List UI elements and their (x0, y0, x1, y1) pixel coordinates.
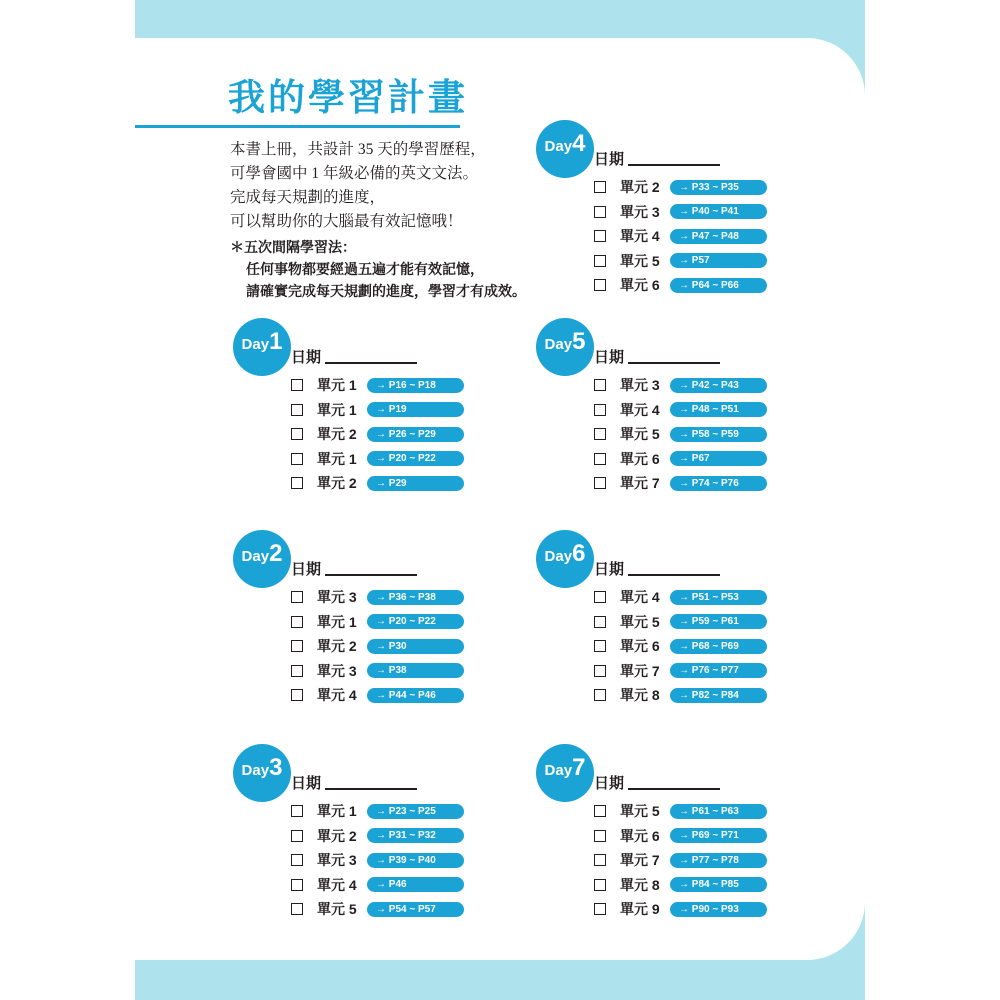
unit-label: 單元 3 (317, 589, 357, 606)
task-row (594, 249, 767, 274)
unit-label: 單元 1 (317, 613, 357, 630)
date-label: 日期 (594, 349, 625, 366)
unit-label: 單元 6 (620, 450, 660, 467)
intro-line: 可以幫助你的大腦最有效記憶哦！ (230, 213, 463, 230)
unit-label: 單元 2 (317, 426, 357, 443)
checkbox[interactable] (594, 404, 606, 416)
day-badge (536, 530, 594, 588)
day-badge (233, 318, 291, 376)
page-title: 我的學習計畫 (228, 77, 468, 118)
task-row (594, 175, 767, 200)
page-range-badge: → P20 ~ P22 (367, 614, 464, 629)
checkbox[interactable] (594, 689, 606, 701)
task-row (594, 799, 767, 824)
unit-label: 單元 4 (620, 228, 660, 245)
unit-label: 單元 5 (317, 901, 357, 918)
unit-label: 單元 2 (317, 475, 357, 492)
unit-label: 單元 6 (620, 827, 660, 844)
checkbox[interactable] (594, 805, 606, 817)
checkbox[interactable] (291, 477, 303, 489)
page-range-badge: → P90 ~ P93 (670, 902, 767, 917)
unit-label: 單元 2 (620, 179, 660, 196)
task-row (594, 585, 767, 610)
task-row (291, 471, 464, 496)
day-badge (536, 120, 594, 178)
checkbox[interactable] (291, 428, 303, 440)
checkbox[interactable] (594, 665, 606, 677)
checkbox[interactable] (594, 616, 606, 628)
method-note (230, 236, 526, 302)
page-range-badge: → P33 ~ P35 (670, 180, 767, 195)
checkbox[interactable] (291, 404, 303, 416)
page-range-badge: → P19 (367, 402, 464, 417)
checkbox[interactable] (594, 255, 606, 267)
task-row (594, 824, 767, 849)
day-block-2 (233, 530, 493, 720)
unit-label: 單元 8 (620, 876, 660, 893)
checkbox[interactable] (594, 279, 606, 291)
task-row (594, 683, 767, 708)
page-range-badge: → P77 ~ P78 (670, 853, 767, 868)
task-list (594, 799, 767, 922)
checkbox[interactable] (291, 640, 303, 652)
checkbox[interactable] (594, 453, 606, 465)
task-list (291, 799, 464, 922)
unit-label: 單元 1 (317, 450, 357, 467)
page-range-badge: → P69 ~ P71 (670, 828, 767, 843)
unit-label: 單元 5 (620, 426, 660, 443)
intro-line: 完成每天規劃的進度， (230, 189, 386, 206)
page-range-badge: → P30 (367, 639, 464, 654)
task-row (594, 447, 767, 472)
page-range-badge: → P31 ~ P32 (367, 828, 464, 843)
task-row (291, 610, 464, 635)
task-list (291, 373, 464, 496)
day-badge-word: Day (241, 762, 270, 779)
unit-label: 單元 3 (620, 377, 660, 394)
intro-text (230, 138, 486, 234)
checkbox[interactable] (291, 665, 303, 677)
date-label: 日期 (291, 775, 322, 792)
checkbox[interactable] (594, 640, 606, 652)
page-range-badge: → P40 ~ P41 (670, 204, 767, 219)
task-row (291, 634, 464, 659)
day-block-3 (233, 744, 493, 934)
unit-label: 單元 7 (620, 475, 660, 492)
page-range-badge: → P68 ~ P69 (670, 639, 767, 654)
page-range-badge: → P84 ~ P85 (670, 877, 767, 892)
date-field[interactable] (628, 362, 720, 364)
date-field[interactable] (325, 574, 417, 576)
page-range-badge: → P36 ~ P38 (367, 590, 464, 605)
unit-label: 單元 8 (620, 687, 660, 704)
date-field[interactable] (325, 362, 417, 364)
day-badge (536, 318, 594, 376)
checkbox[interactable] (594, 477, 606, 489)
unit-label: 單元 1 (317, 401, 357, 418)
day-badge-number: 1 (269, 328, 283, 355)
unit-label: 單元 5 (620, 613, 660, 630)
date-field[interactable] (628, 788, 720, 790)
day-block-1 (233, 318, 493, 508)
day-badge-word: Day (544, 762, 573, 779)
page-range-badge: → P76 ~ P77 (670, 663, 767, 678)
unit-label: 單元 7 (620, 662, 660, 679)
task-row (594, 873, 767, 898)
date-label: 日期 (594, 151, 625, 168)
task-row (291, 799, 464, 824)
day-badge (536, 744, 594, 802)
page-range-badge: → P74 ~ P76 (670, 476, 767, 491)
unit-label: 單元 4 (317, 876, 357, 893)
unit-label: 單元 6 (620, 277, 660, 294)
note-heading: ＊五次間隔學習法： (230, 239, 356, 255)
page-range-badge: → P39 ~ P40 (367, 853, 464, 868)
date-field[interactable] (325, 788, 417, 790)
checkbox[interactable] (291, 805, 303, 817)
checkbox[interactable] (291, 879, 303, 891)
checkbox[interactable] (594, 230, 606, 242)
page-range-badge: → P48 ~ P51 (670, 402, 767, 417)
page-range-badge: → P38 (367, 663, 464, 678)
checkbox[interactable] (594, 379, 606, 391)
unit-label: 單元 2 (317, 827, 357, 844)
checkbox[interactable] (291, 453, 303, 465)
title-underline (135, 125, 460, 128)
day-badge-word: Day (544, 548, 573, 565)
day-badge-word: Day (544, 336, 573, 353)
task-row (594, 422, 767, 447)
unit-label: 單元 4 (620, 589, 660, 606)
task-row (594, 200, 767, 225)
task-row (291, 585, 464, 610)
date-field[interactable] (628, 164, 720, 166)
page-range-badge: → P59 ~ P61 (670, 614, 767, 629)
page-range-badge: → P26 ~ P29 (367, 427, 464, 442)
task-row (594, 273, 767, 298)
day-badge (233, 744, 291, 802)
task-row (291, 897, 464, 922)
page-range-badge: → P67 (670, 451, 767, 466)
day-badge-word: Day (241, 336, 270, 353)
unit-label: 單元 1 (317, 803, 357, 820)
unit-label: 單元 5 (620, 252, 660, 269)
task-row (594, 373, 767, 398)
day-badge-number: 2 (269, 540, 283, 567)
day-block-5 (536, 318, 796, 508)
page-range-badge: → P29 (367, 476, 464, 491)
day-badge-number: 7 (572, 754, 586, 781)
note-line: 任何事物都要經過五遍才能有效記憶， (246, 261, 484, 277)
page-range-badge: → P46 (367, 877, 464, 892)
date-label: 日期 (291, 561, 322, 578)
page-range-badge: → P20 ~ P22 (367, 451, 464, 466)
task-row (291, 848, 464, 873)
page-range-badge: → P57 (670, 253, 767, 268)
task-row (291, 683, 464, 708)
checkbox[interactable] (594, 879, 606, 891)
page-range-badge: → P64 ~ P66 (670, 278, 767, 293)
page-range-badge: → P58 ~ P59 (670, 427, 767, 442)
unit-label: 單元 7 (620, 852, 660, 869)
checkbox[interactable] (291, 616, 303, 628)
task-row (594, 471, 767, 496)
task-row (594, 848, 767, 873)
intro-line: 本書上冊，共設計 35 天的學習歷程， (230, 141, 486, 158)
unit-label: 單元 3 (317, 662, 357, 679)
checkbox[interactable] (594, 428, 606, 440)
checkbox[interactable] (291, 689, 303, 701)
checkbox[interactable] (291, 830, 303, 842)
day-block-6 (536, 530, 796, 720)
task-row (594, 659, 767, 684)
page-range-badge: → P44 ~ P46 (367, 688, 464, 703)
task-row (594, 897, 767, 922)
page-range-badge: → P54 ~ P57 (367, 902, 464, 917)
day-badge-word: Day (544, 138, 573, 155)
unit-label: 單元 4 (317, 687, 357, 704)
day-badge-number: 5 (572, 328, 586, 355)
unit-label: 單元 4 (620, 401, 660, 418)
date-label: 日期 (594, 561, 625, 578)
checkbox[interactable] (291, 379, 303, 391)
checkbox[interactable] (594, 854, 606, 866)
task-row (594, 610, 767, 635)
unit-label: 單元 3 (620, 203, 660, 220)
checkbox[interactable] (291, 903, 303, 915)
page-range-badge: → P61 ~ P63 (670, 804, 767, 819)
day-block-7 (536, 744, 796, 934)
day-badge-number: 3 (269, 754, 283, 781)
unit-label: 單元 6 (620, 638, 660, 655)
task-row (291, 422, 464, 447)
date-field[interactable] (628, 574, 720, 576)
task-list (594, 585, 767, 708)
page-range-badge: → P16 ~ P18 (367, 378, 464, 393)
page-range-badge: → P23 ~ P25 (367, 804, 464, 819)
unit-label: 單元 3 (317, 852, 357, 869)
page-range-badge: → P42 ~ P43 (670, 378, 767, 393)
task-row (291, 659, 464, 684)
task-row (291, 398, 464, 423)
task-row (594, 398, 767, 423)
day-badge (233, 530, 291, 588)
unit-label: 單元 2 (317, 638, 357, 655)
task-row (291, 447, 464, 472)
checkbox[interactable] (291, 591, 303, 603)
day-block-4 (536, 120, 796, 310)
page-range-badge: → P51 ~ P53 (670, 590, 767, 605)
checkbox[interactable] (594, 591, 606, 603)
page-range-badge: → P82 ~ P84 (670, 688, 767, 703)
day-badge-number: 4 (572, 130, 586, 157)
note-line: 請確實完成每天規劃的進度，學習才有成效。 (246, 283, 526, 299)
unit-label: 單元 5 (620, 803, 660, 820)
checkbox[interactable] (291, 854, 303, 866)
date-label: 日期 (594, 775, 625, 792)
task-row (291, 873, 464, 898)
task-row (594, 224, 767, 249)
task-list (291, 585, 464, 708)
task-list (594, 175, 767, 298)
unit-label: 單元 9 (620, 901, 660, 918)
unit-label: 單元 1 (317, 377, 357, 394)
task-row (291, 824, 464, 849)
checkbox[interactable] (594, 830, 606, 842)
intro-line: 可學會國中 1 年級必備的英文文法。 (230, 165, 479, 182)
task-row (291, 373, 464, 398)
checkbox[interactable] (594, 903, 606, 915)
page-range-badge: → P47 ~ P48 (670, 229, 767, 244)
checkbox[interactable] (594, 181, 606, 193)
day-badge-word: Day (241, 548, 270, 565)
checkbox[interactable] (594, 206, 606, 218)
task-row (594, 634, 767, 659)
day-badge-number: 6 (572, 540, 586, 567)
date-label: 日期 (291, 349, 322, 366)
task-list (594, 373, 767, 496)
